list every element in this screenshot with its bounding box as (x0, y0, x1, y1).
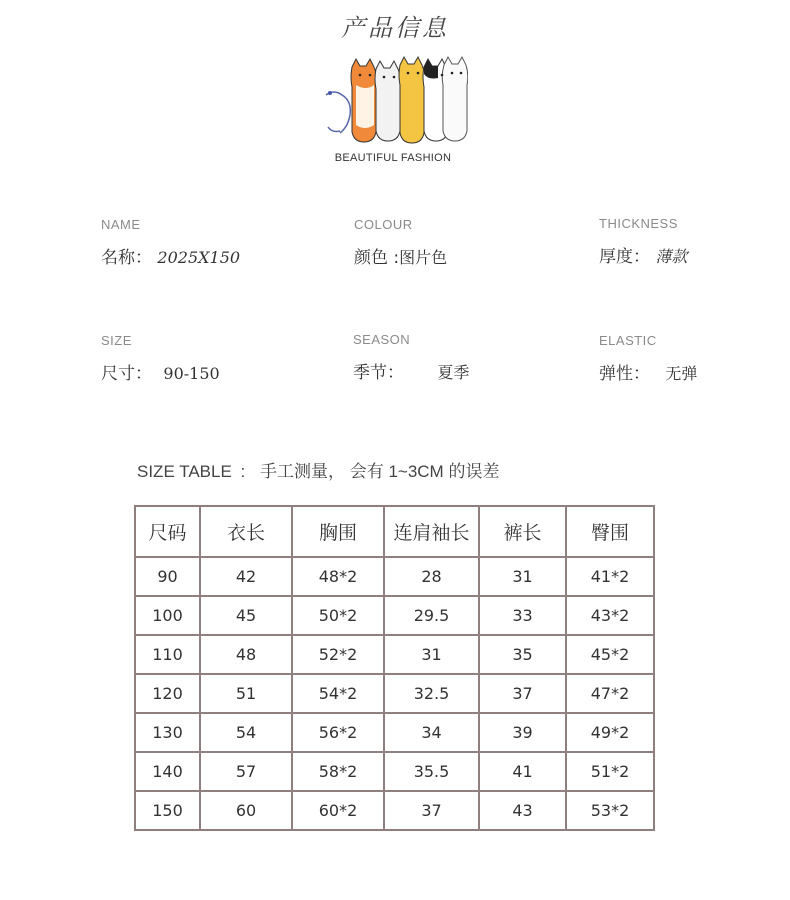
table-cell: 41 (479, 752, 566, 791)
table-cell: 110 (135, 635, 200, 674)
table-cell: 54*2 (292, 674, 384, 713)
table-cell: 43*2 (566, 596, 654, 635)
size-table-note: 手工测量， 会有 1~3CM 的误差 (260, 462, 500, 481)
table-cell: 56*2 (292, 713, 384, 752)
info-elastic (599, 333, 697, 384)
logo-text: BEAUTIFUL FASHION (334, 152, 452, 164)
info-size (101, 333, 220, 384)
header-length: 衣长 (200, 506, 292, 557)
table-cell: 53*2 (566, 791, 654, 830)
table-cell: 39 (479, 713, 566, 752)
table-cell: 140 (135, 752, 200, 791)
table-cell: 51 (200, 674, 292, 713)
cartoon-cats-icon (318, 55, 468, 150)
table-row (135, 557, 654, 596)
name-value: 2025X150 (157, 248, 241, 267)
table-cell: 120 (135, 674, 200, 713)
colour-label-en: COLOUR (354, 217, 413, 232)
table-cell: 35 (479, 635, 566, 674)
table-cell: 31 (479, 557, 566, 596)
table-cell: 31 (384, 635, 479, 674)
header-pants-length: 裤长 (479, 506, 566, 557)
table-cell: 41*2 (566, 557, 654, 596)
header-size: 尺码 (135, 506, 200, 557)
table-cell: 33 (479, 596, 566, 635)
info-name (101, 217, 240, 268)
info-thickness (599, 216, 687, 267)
thickness-value: 薄款 (655, 247, 688, 266)
table-cell: 47*2 (566, 674, 654, 713)
info-colour (354, 217, 447, 268)
table-cell: 50*2 (292, 596, 384, 635)
size-table-title-text: SIZE TABLE (137, 462, 232, 481)
thickness-label-cn: 厚度： (599, 247, 650, 267)
table-cell: 48 (200, 635, 292, 674)
elastic-label-en: ELASTIC (599, 333, 657, 348)
table-cell: 43 (479, 791, 566, 830)
table-cell: 45 (200, 596, 292, 635)
table-cell: 49*2 (566, 713, 654, 752)
table-cell: 37 (384, 791, 479, 830)
table-cell: 60 (200, 791, 292, 830)
season-value: 夏季 (437, 363, 470, 382)
brand-logo (318, 55, 468, 170)
table-row (135, 752, 654, 791)
table-cell: 37 (479, 674, 566, 713)
table-cell: 90 (135, 557, 200, 596)
name-label-en: NAME (101, 217, 141, 232)
table-cell: 57 (200, 752, 292, 791)
table-cell: 52*2 (292, 635, 384, 674)
size-label-en: SIZE (101, 333, 132, 348)
size-table (134, 505, 655, 831)
elastic-label-cn: 弹性： (599, 364, 650, 384)
table-cell: 42 (200, 557, 292, 596)
table-cell: 45*2 (566, 635, 654, 674)
table-row (135, 596, 654, 635)
table-cell: 48*2 (292, 557, 384, 596)
header-chest: 胸围 (292, 506, 384, 557)
thickness-label-en: THICKNESS (599, 216, 678, 231)
table-row (135, 713, 654, 752)
table-cell: 100 (135, 596, 200, 635)
table-cell: 34 (384, 713, 479, 752)
size-table-title (137, 457, 499, 482)
colour-value: 图片色 (399, 248, 448, 267)
table-cell: 54 (200, 713, 292, 752)
table-cell: 35.5 (384, 752, 479, 791)
header-sleeve: 连肩袖长 (384, 506, 479, 557)
table-cell: 150 (135, 791, 200, 830)
size-table-header-row (135, 506, 654, 557)
page-title: 产品信息 (341, 14, 449, 42)
table-cell: 58*2 (292, 752, 384, 791)
table-cell: 60*2 (292, 791, 384, 830)
size-table-separator: : (240, 462, 246, 481)
table-cell: 29.5 (384, 596, 479, 635)
table-row (135, 674, 654, 713)
table-cell: 130 (135, 713, 200, 752)
info-season (353, 332, 469, 383)
size-label-cn: 尺寸： (101, 364, 152, 384)
season-label-en: SEASON (353, 332, 411, 347)
table-cell: 51*2 (566, 752, 654, 791)
table-cell: 28 (384, 557, 479, 596)
size-value: 90-150 (163, 364, 220, 383)
name-label-cn: 名称： (101, 248, 152, 268)
elastic-value: 无弹 (665, 364, 698, 383)
table-cell: 32.5 (384, 674, 479, 713)
table-row (135, 791, 654, 830)
table-row (135, 635, 654, 674)
colour-label-cn: 颜色 : (354, 248, 400, 268)
header-hip: 臀围 (566, 506, 654, 557)
season-label-cn: 季节： (353, 363, 404, 383)
